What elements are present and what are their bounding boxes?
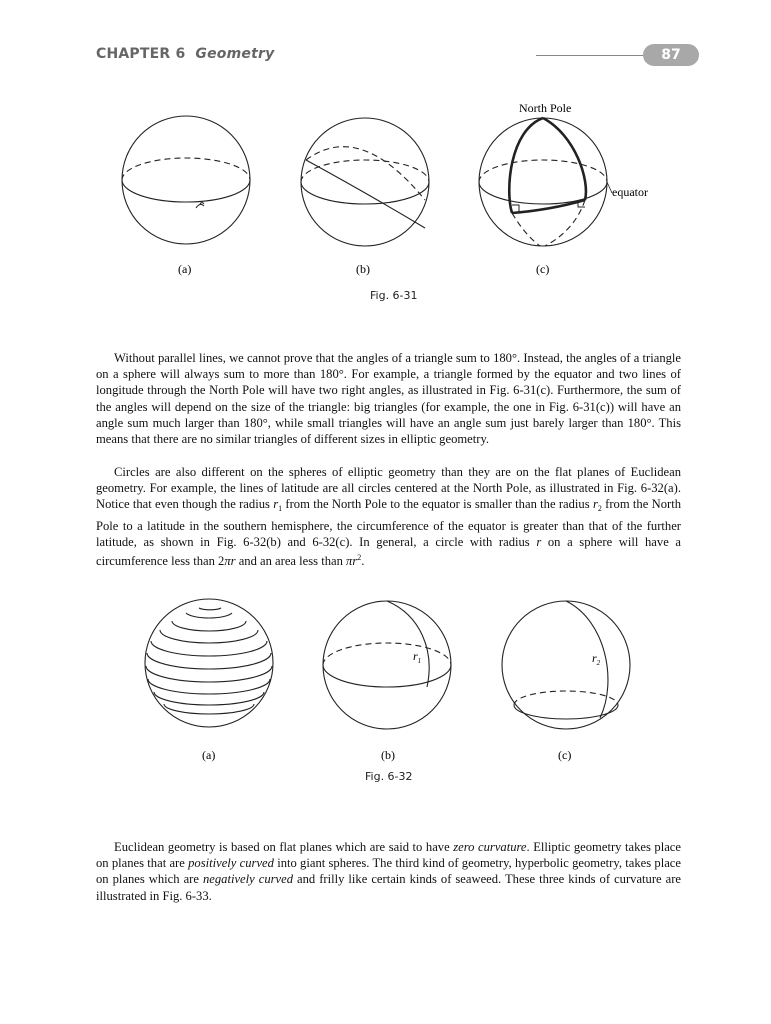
figure-6-32 [0,590,771,790]
equator-label: equator [612,185,648,199]
sphere-b-great-circles [301,118,429,246]
paragraph-triangles: Without parallel lines, we cannot prove that the angles of a triangle sum to 180°. Instead, the angles of a triangle on a sphere will always sum to more than 180°. For example, a triangle formed by the equator and two lines of longitude through the North Pole will have two right angles, as illustrated in Fig. 6-31(c). Furthermore, the sum of the angles will depend on the size of the triangle: big triangles (for example, the one in Fig. 6-31(c)) will have an angle sum much larger than 180°, while small triangles will have an angle sum just barely larger than 180°. This means that there are no similar triangles of different sizes in elliptic geometry. [96,351,681,447]
sphere-c-radius-r2 [502,601,630,729]
sphere-a-equator-only [122,116,250,244]
north-pole-label: North Pole [519,101,572,115]
fig-6-31-caption: Fig. 6-31 [370,289,418,302]
page-number: 87 [643,44,699,66]
figure-6-31 [0,0,771,300]
fig-6-32-caption: Fig. 6-32 [365,770,413,783]
sphere-b-radius-r1 [323,601,451,729]
chapter-label: CHAPTER 6 [96,46,186,62]
r2-label: $r_2$ [592,651,601,667]
fig631-sublabel-a: (a) [178,262,192,276]
fig632-sublabel-c: (c) [558,748,572,762]
paragraph-circles: Circles are also different on the spheres of elliptic geometry than they are on the flat planes of Euclidean geometry. For example, the lines of latitude are all circles centered at the North Pole, as illustrated in Fig. 6-32(a). Notice that even though the radius $r_1$ from the North Pole to the equator is smaller than the radius $r_2$ from the North Pole to a latitude in the southern hemisphere, the circumference of the equator is greater than that of the further latitude, as shown in Fig. 6-32(b) and 6-32(c). In general, a circle with radius r on a sphere will have a circumference less than 2πr and an area less than $\pi r^2$. [96,465,681,569]
sphere-c-triangle [479,118,612,246]
sphere-a-latitudes [145,599,273,727]
fig632-sublabel-a: (a) [202,748,216,762]
paragraph-curvature: Euclidean geometry is based on flat planes which are said to have zero curvature. Elliptic geometry takes place on planes that are positively curved into giant spheres. The third kind of geometry, hyperbolic geometry, takes place on planes which are negatively curved and frilly like certain kinds of seaweed. These three kinds of curvature are illustrated in Fig. 6-33. [96,840,681,903]
fig631-sublabel-b: (b) [356,262,370,276]
fig632-sublabel-b: (b) [381,748,395,762]
chapter-title: Geometry [195,46,275,62]
fig631-sublabel-c: (c) [536,262,550,276]
r1-label: $r_1$ [413,649,422,665]
